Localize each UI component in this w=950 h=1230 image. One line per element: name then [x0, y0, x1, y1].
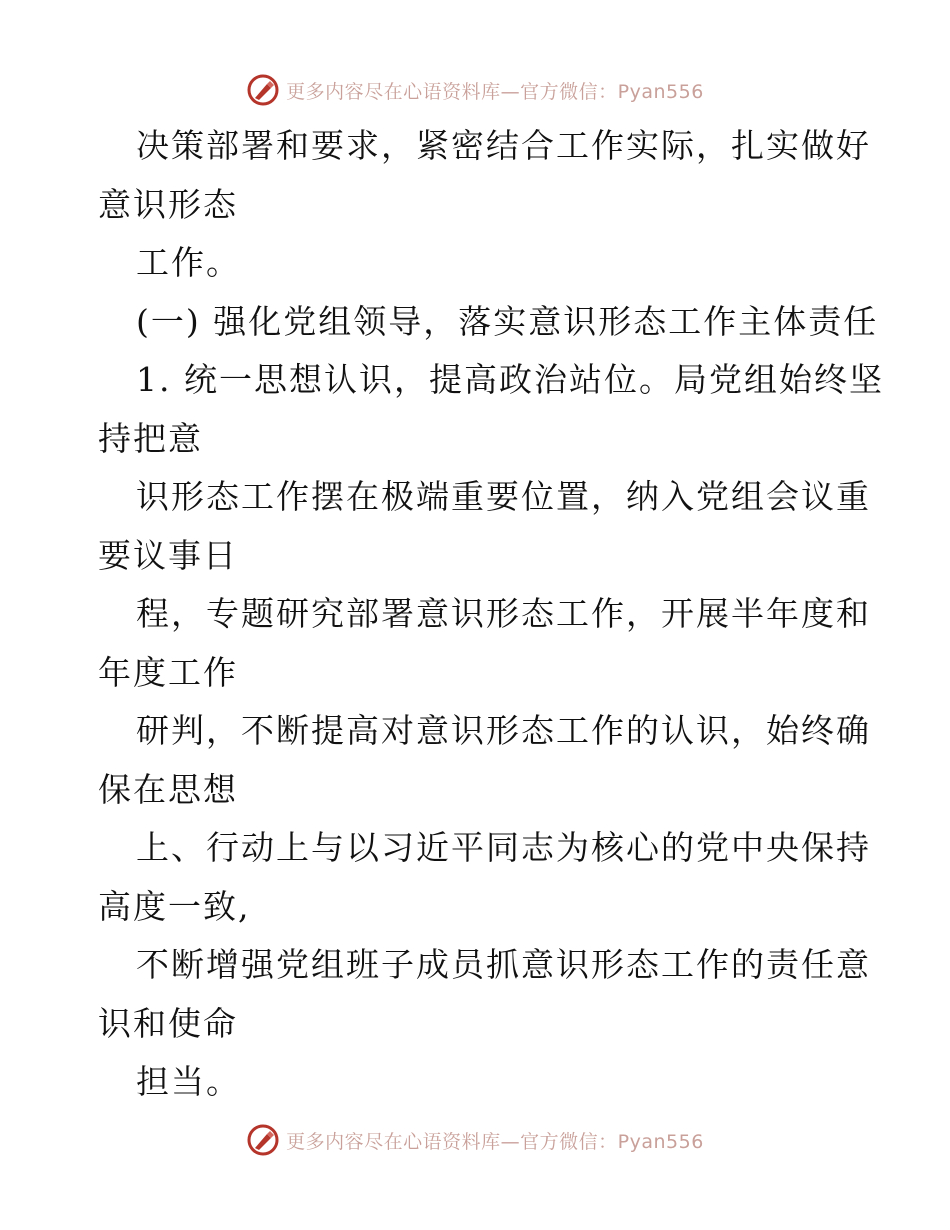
header-watermark [0, 70, 950, 110]
text-line: 意识形态 [98, 184, 238, 224]
pen-nib-logo-icon [246, 1123, 280, 1157]
text-line: 上、行动上与以习近平同志为核心的党中央保持 [136, 828, 871, 867]
footer-watermark [0, 1120, 950, 1160]
text-line: 不断增强党组班子成员抓意识形态工作的责任意 [136, 945, 871, 984]
text-line: 识形态工作摆在极端重要位置，纳入党组会议重 [136, 477, 871, 516]
text-line: 识和使命 [98, 1003, 238, 1043]
header-watermark-text: 更多内容尽在心语资料库—官方微信：Pyan556 [286, 80, 704, 103]
text-line: 要议事日 [98, 535, 238, 575]
text-line: 研判，不断提高对意识形态工作的认识，始终确 [136, 711, 871, 750]
text-line: 保在思想 [98, 769, 238, 809]
document-body [98, 117, 884, 1112]
pen-nib-logo-icon [246, 73, 280, 107]
text-line: 持把意 [98, 418, 203, 458]
footer-watermark-text: 更多内容尽在心语资料库—官方微信：Pyan556 [286, 1130, 704, 1153]
text-line: 担当。 [136, 1062, 241, 1101]
text-line: 年度工作 [98, 652, 238, 692]
text-line: 程，专题研究部署意识形态工作，开展半年度和 [136, 594, 871, 633]
text-line: 1. 统一思想认识，提高政治站位。局党组始终坚 [136, 360, 884, 399]
text-line: (一) 强化党组领导，落实意识形态工作主体责任 [136, 301, 879, 341]
text-line: 工作。 [136, 243, 241, 282]
text-line: 高度一致, [98, 886, 251, 926]
text-line: 决策部署和要求，紧密结合工作实际，扎实做好 [136, 126, 871, 165]
